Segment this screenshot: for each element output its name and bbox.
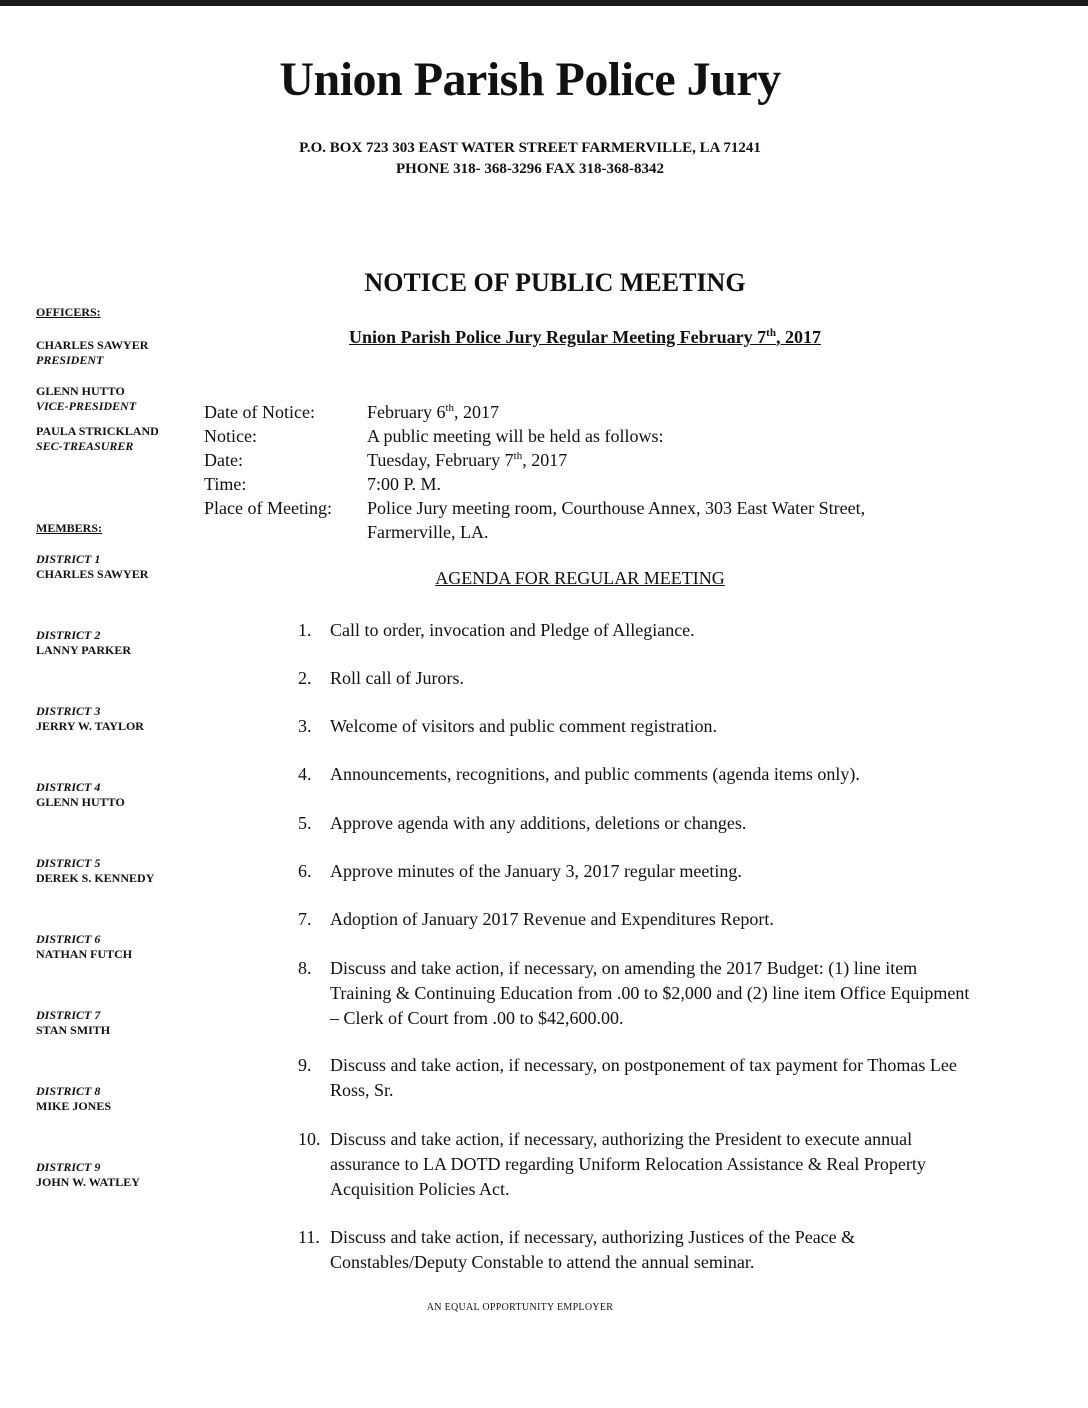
member-entry bbox=[36, 1160, 206, 1190]
member-entry bbox=[36, 628, 206, 658]
officer-role: PRESIDENT bbox=[36, 353, 104, 367]
member-district: DISTRICT 7 bbox=[36, 1008, 101, 1022]
member-entry bbox=[36, 856, 206, 886]
member-district: DISTRICT 9 bbox=[36, 1160, 101, 1174]
meeting-info bbox=[204, 400, 927, 544]
member-district: DISTRICT 2 bbox=[36, 628, 101, 642]
agenda-item bbox=[298, 907, 978, 932]
agenda-item bbox=[298, 618, 978, 643]
agenda-number: 7. bbox=[298, 909, 312, 929]
org-name: Union Parish Police Jury bbox=[279, 53, 781, 106]
agenda-text: Welcome of visitors and public comment registration. bbox=[330, 716, 717, 736]
officer-entry bbox=[36, 424, 206, 454]
agenda-item bbox=[298, 956, 978, 1031]
agenda-number: 4. bbox=[298, 764, 312, 784]
agenda-item bbox=[298, 811, 978, 836]
officer-name: CHARLES SAWYER bbox=[36, 338, 149, 352]
member-district: DISTRICT 1 bbox=[36, 552, 101, 566]
agenda-number: 10. bbox=[298, 1129, 321, 1149]
phone-line: PHONE 318- 368-3296 FAX 318-368-8342 bbox=[395, 161, 665, 177]
member-entry bbox=[36, 552, 206, 582]
agenda-text: Announcements, recognitions, and public comments (agenda items only). bbox=[330, 764, 860, 784]
officer-entry bbox=[36, 338, 206, 368]
agenda-text: Discuss and take action, if necessary, authorizing the President to execute annual assurance to LA DOTD regarding Uniform Relocation Assistance & Real Property Acquisition Policies Act. bbox=[330, 1129, 926, 1199]
agenda-item bbox=[298, 714, 978, 739]
agenda-item bbox=[298, 1053, 978, 1103]
agenda-number: 5. bbox=[298, 813, 312, 833]
members-heading: MEMBERS: bbox=[36, 521, 102, 535]
notice-value: A public meeting will be held as follows: bbox=[367, 426, 664, 446]
member-entry bbox=[36, 780, 206, 810]
date-of-notice-value: February 6th, 2017 bbox=[367, 402, 500, 422]
address-line: P.O. BOX 723 303 EAST WATER STREET FARMERVILLE, LA 71241 bbox=[299, 140, 761, 156]
member-name: STAN SMITH bbox=[36, 1023, 111, 1037]
agenda-text: Call to order, invocation and Pledge of Allegiance. bbox=[330, 620, 695, 640]
info-row-notice bbox=[204, 424, 927, 448]
agenda-number: 9. bbox=[298, 1055, 312, 1075]
member-name: NATHAN FUTCH bbox=[36, 947, 133, 961]
agenda-number: 2. bbox=[298, 668, 312, 688]
member-name: JOHN W. WATLEY bbox=[36, 1175, 140, 1189]
notice-label: Notice: bbox=[204, 426, 257, 446]
agenda-text: Discuss and take action, if necessary, on postponement of tax payment for Thomas Lee Ross, Sr. bbox=[330, 1055, 957, 1100]
member-entry bbox=[36, 1008, 206, 1038]
member-name: GLENN HUTTO bbox=[36, 795, 125, 809]
agenda-number: 1. bbox=[298, 620, 312, 640]
member-entry bbox=[36, 704, 206, 734]
agenda-number: 8. bbox=[298, 958, 312, 978]
agenda-list bbox=[298, 618, 978, 1275]
notice-title: NOTICE OF PUBLIC MEETING bbox=[364, 268, 746, 297]
place-label: Place of Meeting: bbox=[204, 498, 332, 518]
sidebar bbox=[36, 305, 206, 1190]
member-name: JERRY W. TAYLOR bbox=[36, 719, 144, 733]
officer-entry bbox=[36, 384, 206, 414]
info-row-date bbox=[204, 448, 927, 472]
officer-name: GLENN HUTTO bbox=[36, 384, 125, 398]
officers-heading: OFFICERS: bbox=[36, 305, 101, 319]
place-value: Police Jury meeting room, Courthouse Annex, 303 East Water Street, Farmerville, LA. bbox=[367, 498, 866, 542]
member-district: DISTRICT 3 bbox=[36, 704, 101, 718]
agenda-item bbox=[298, 1225, 978, 1275]
member-district: DISTRICT 6 bbox=[36, 932, 101, 946]
officer-role: VICE-PRESIDENT bbox=[36, 399, 137, 413]
date-label: Date: bbox=[204, 450, 243, 470]
agenda-item bbox=[298, 666, 978, 691]
member-entry bbox=[36, 932, 206, 962]
agenda-text: Roll call of Jurors. bbox=[330, 668, 464, 688]
member-district: DISTRICT 5 bbox=[36, 856, 101, 870]
member-entry bbox=[36, 1084, 206, 1114]
agenda-text: Discuss and take action, if necessary, on amending the 2017 Budget: (1) line item Training & Continuing Education from .00 to $2,000 and (2) line item Office Equipment – Clerk of Court from .00 to $42,600.00. bbox=[330, 958, 970, 1028]
date-of-notice-label: Date of Notice: bbox=[204, 402, 315, 422]
officer-name: PAULA STRICKLAND bbox=[36, 424, 159, 438]
member-name: MIKE JONES bbox=[36, 1099, 112, 1113]
agenda-number: 3. bbox=[298, 716, 312, 736]
footer-text: AN EQUAL OPPORTUNITY EMPLOYER bbox=[426, 1302, 614, 1313]
time-label: Time: bbox=[204, 474, 247, 494]
agenda-text: Approve agenda with any additions, deletions or changes. bbox=[330, 813, 747, 833]
info-row-time bbox=[204, 472, 927, 496]
meeting-subtitle: Union Parish Police Jury Regular Meeting February 7th, 2017 bbox=[349, 327, 821, 347]
member-district: DISTRICT 4 bbox=[36, 780, 101, 794]
agenda-number: 11. bbox=[298, 1227, 320, 1247]
member-district: DISTRICT 8 bbox=[36, 1084, 101, 1098]
agenda-item bbox=[298, 762, 978, 787]
agenda-text: Discuss and take action, if necessary, authorizing Justices of the Peace & Constables/Deputy Constable to attend the annual seminar. bbox=[330, 1227, 856, 1272]
member-name: DEREK S. KENNEDY bbox=[36, 871, 155, 885]
date-value: Tuesday, February 7th, 2017 bbox=[367, 450, 568, 470]
scan-edge bbox=[0, 0, 1088, 6]
agenda-number: 6. bbox=[298, 861, 312, 881]
agenda-text: Adoption of January 2017 Revenue and Expenditures Report. bbox=[330, 909, 774, 929]
officer-role: SEC-TREASURER bbox=[36, 439, 134, 453]
info-row-date-of-notice bbox=[204, 400, 927, 424]
agenda-item bbox=[298, 1127, 978, 1202]
member-name: LANNY PARKER bbox=[36, 643, 131, 657]
member-name: CHARLES SAWYER bbox=[36, 567, 149, 581]
agenda-title: AGENDA FOR REGULAR MEETING bbox=[435, 568, 725, 588]
agenda-text: Approve minutes of the January 3, 2017 regular meeting. bbox=[330, 861, 742, 881]
info-row-place bbox=[204, 496, 927, 544]
agenda-item bbox=[298, 859, 978, 884]
time-value: 7:00 P. M. bbox=[367, 474, 442, 494]
